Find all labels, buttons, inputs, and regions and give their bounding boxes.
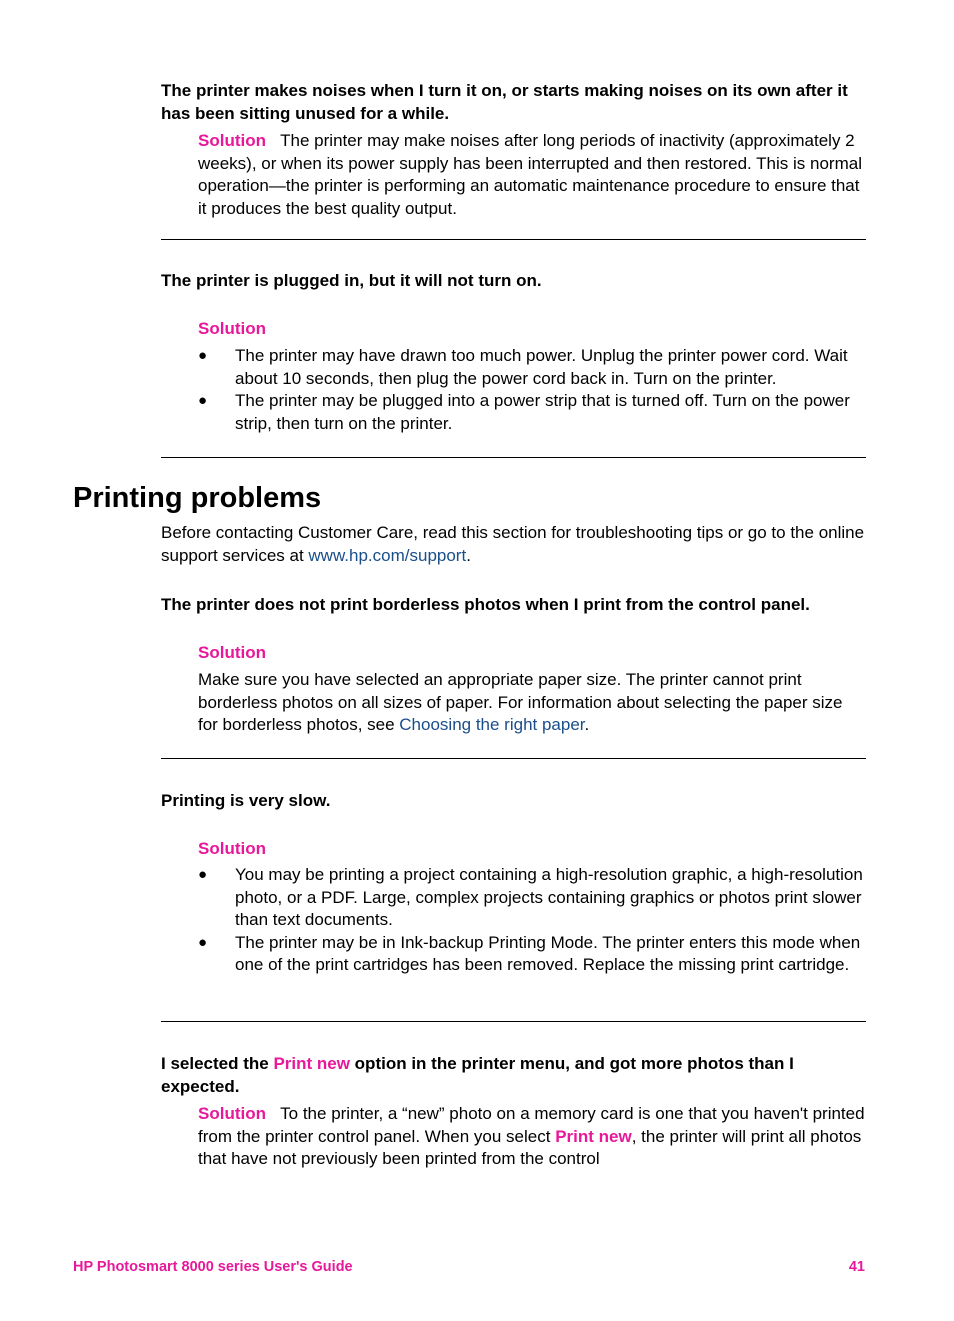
question-noises: The printer makes noises when I turn it on, or starts making noises on its own after it has been sitting unused for a while.	[161, 81, 848, 123]
solution-label: Solution	[198, 131, 266, 150]
solution-list-slow	[198, 864, 870, 977]
intro-paragraph: Before contacting Customer Care, read this section for troubleshooting tips or go to the online support services at www.hp.com/support.	[161, 523, 865, 565]
divider	[161, 1021, 866, 1022]
bullet-icon: ●	[198, 392, 208, 409]
page-number: 41	[848, 1259, 865, 1275]
solution-noises	[198, 130, 866, 220]
support-link[interactable]: www.hp.com/support	[308, 545, 467, 565]
question-print-new: I selected the Print new option in the printer menu, and got more photos than I expected.	[161, 1054, 794, 1096]
solution-print-new: Solution To the printer, a “new” photo on a memory card is one that you haven't printed from the printer control panel. When you select Print new, the printer will print all photos that have not previously been printed from the control	[198, 1104, 865, 1168]
question-slow: Printing is very slow.	[161, 791, 331, 810]
footer-title: HP Photosmart 8000 series User's Guide	[73, 1259, 353, 1275]
solution-borderless: Make sure you have selected an appropriate paper size. The printer cannot print borderless photos on all sizes of paper. For information about selecting the paper size for borderless photos, see Choosing the right paper.	[198, 670, 843, 734]
print-new-term: Print new	[555, 1126, 632, 1146]
solution-text: The printer may make noises after long periods of inactivity (approximately 2 weeks), or when its power supply has been interrupted and then restored. This is normal operation—the printer is performing an automatic maintenance procedure to ensure that it produces the best quality output.	[198, 131, 862, 218]
list-item: ● The printer may be in Ink-backup Printing Mode. The printer enters this mode when one of the print cartridges has been removed. Replace the missing print cartridge.	[198, 932, 861, 974]
bullet-icon: ●	[198, 866, 208, 883]
print-new-term: Print new	[273, 1054, 350, 1073]
divider	[161, 457, 866, 458]
solution-label: Solution	[198, 643, 266, 662]
solution-label: Solution	[198, 1104, 266, 1123]
page-title: Printing problems	[73, 482, 322, 514]
paper-link[interactable]: Choosing the right paper	[399, 715, 585, 734]
solution-list-power	[198, 345, 870, 435]
bullet-icon: ●	[198, 347, 208, 364]
bullet-icon: ●	[198, 933, 208, 951]
list-item: ● The printer may have drawn too much power. Unplug the printer power cord. Wait about 10 seconds, then plug the power cord back in. Turn on the printer.	[198, 346, 848, 388]
solution-label: Solution	[198, 319, 266, 338]
list-item: ● You may be printing a project containing a high-resolution graphic, a high-resolution photo, or a PDF. Large, complex projects containing graphics or photos print slower than text documents.	[198, 865, 863, 929]
question-not-turn-on: The printer is plugged in, but it will not turn on.	[161, 271, 542, 290]
divider	[161, 758, 866, 759]
solution-label: Solution	[198, 839, 266, 858]
list-item: ● The printer may be plugged into a power strip that is turned off. Turn on the power strip, then turn on the printer.	[198, 391, 850, 433]
divider	[161, 239, 866, 240]
question-borderless: The printer does not print borderless photos when I print from the control panel.	[161, 595, 810, 614]
